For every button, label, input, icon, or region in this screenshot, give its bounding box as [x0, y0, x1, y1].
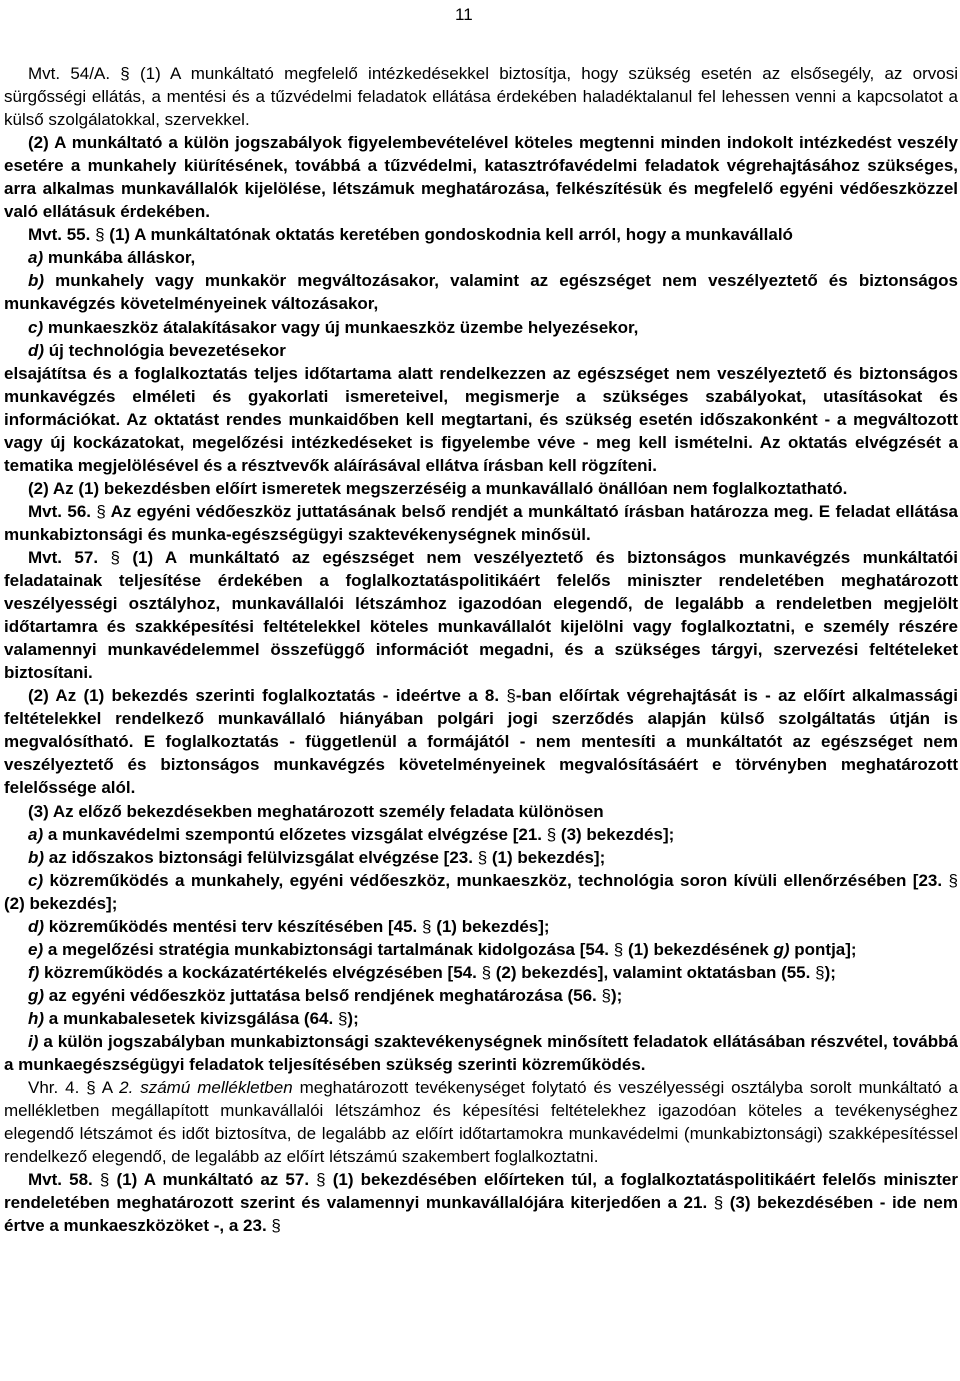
text-run: c) [28, 870, 44, 890]
paragraph [4, 131, 958, 223]
text-run: h) [28, 1008, 45, 1028]
paragraph [4, 62, 958, 131]
text-run: (1) bekezdés]; [431, 916, 550, 936]
text-run: ); [824, 962, 836, 982]
paragraph [4, 500, 958, 546]
section-sign: § [546, 824, 557, 844]
text-run: A [95, 1078, 120, 1098]
text-run: (2) Az (1) bekezdés szerinti foglalkoztatás - ideértve a 8. [28, 686, 507, 706]
paragraph [4, 339, 958, 362]
text-run: (1) A munkáltató az 57. [109, 1170, 317, 1190]
text-run: közreműködés a munkahely, egyéni védőeszköz, munkaeszköz, technológia soron kívüli ellenőrzésében [23. [43, 870, 949, 890]
section-sign: § [95, 225, 105, 245]
text-run: f) [28, 962, 40, 982]
text-run: a) [28, 824, 44, 844]
text-run: elsajátítsa és a foglalkoztatás teljes időtartama alatt rendelkezzen az egészséget nem veszélyeztető és biztonságos munkavégzés elméleti és gyakorlati ismereteivel, megismerje a szükséges szabályokat, utasításokat és információkat. Az oktatást rendes munkaidőben kell megtartani, és szükség esetén időszakonként - a megváltozott vagy új kockázatokat, megelőzési intézkedéseket is figyelembe véve - meg kell ismételni. Az oktatás elvégzését a tematika megjelölésével és a résztvevők aláírásával ellátva írásban kell rögzíteni. [4, 363, 958, 475]
section-sign: § [422, 916, 432, 936]
text-run: (1) bekezdés]; [487, 847, 606, 867]
paragraph [4, 269, 958, 315]
paragraph [4, 869, 958, 915]
text-run: (3) bekezdés]; [556, 824, 675, 844]
text-run: a) [28, 248, 44, 268]
section-sign: § [96, 501, 106, 521]
text-run: Mvt. 56. [28, 501, 97, 521]
section-sign: § [601, 985, 611, 1005]
paragraph [4, 546, 958, 684]
paragraph [4, 800, 958, 823]
section-sign: § [271, 1216, 281, 1236]
section-sign: § [337, 1008, 348, 1028]
paragraph [4, 1076, 958, 1168]
text-run: közreműködés mentési terv készítésében [45. [44, 916, 422, 936]
paragraph [4, 961, 958, 984]
text-run: b) [28, 271, 45, 291]
paragraph [4, 246, 958, 269]
section-sign: § [815, 962, 825, 982]
text-run: a megelőzési stratégia munkabiztonsági tartalmának kidolgozása [54. [43, 939, 614, 959]
paragraph [4, 1007, 958, 1030]
paragraph [4, 362, 958, 477]
text-run: munkahely vagy munkakör megváltozásakor, valamint az egészséget nem veszélyeztető és biztonságos munkavégzés követelményeinek változásakor, [4, 271, 958, 314]
paragraph [4, 938, 958, 961]
paragraph [4, 1168, 958, 1237]
text-run: új technológia bevezetésekor [44, 340, 286, 360]
paragraph [4, 477, 958, 500]
text-run: Mvt. 54/A. [28, 64, 121, 83]
text-run: (2) bekezdés], valamint oktatásban (55. [491, 962, 816, 982]
text-run: pontja]; [789, 939, 857, 959]
text-run: 2. számú mellékletben [119, 1078, 293, 1098]
text-run: közreműködés a kockázatértékelés elvégzésében [54. [39, 962, 482, 982]
paragraph [4, 223, 958, 246]
paragraph [4, 1030, 958, 1076]
text-run: d) [28, 340, 45, 360]
text-run: i) [28, 1031, 39, 1051]
section-sign: § [477, 847, 488, 867]
text-run: (1) bekezdésének [623, 939, 774, 959]
text-run: (1) A munkáltatónak oktatás keretében gondoskodnia kell arról, hogy a munkavállaló [104, 225, 793, 245]
text-run: Mvt. 55. [28, 225, 96, 245]
text-run: (2) A munkáltató a külön jogszabályok figyelembevételével köteles megtenni minden indokolt intézkedést veszély esetére a munkahely kiürítésének, továbbá a tűzvédelmi, katasztrófavédelmi feladatok végrehajtásához szükséges, arra alkalmas munkavállalók kijelölése, létszámuk meghatározása, felkészítésük és megfelelő egyéni védőeszközzel való ellátásuk érdekében. [4, 133, 958, 222]
text-run: az egyéni védőeszköz juttatása belső rendjének meghatározása (56. [44, 985, 602, 1005]
text-run: Mvt. 57. [28, 547, 111, 567]
text-run: (1) A munkáltató az egészséget nem veszélyeztető és biztonságos munkavégzés munkáltatói feladatainak teljesítése érdekében a foglalkoztatáspolitikáért felelős miniszter rendeletében meghatározott veszélyességi osztályhoz, munkavállalói létszámhoz igazodóan elegendő, de legalább a rendeletben megjelölt időtartamra és szakképesítési feltételekkel köteles munkavállalót kijelölni vagy foglalkoztatni, e személy részére valamennyi munkavédelemmel összefüggő információt megadni, és a szükséges tárgyi, szervezési feltételeket biztosítani. [4, 547, 958, 683]
text-run: ); [347, 1008, 359, 1028]
text-run: ); [610, 985, 623, 1005]
text-run: e) [28, 939, 44, 959]
text-run: (2) bekezdés]; [4, 893, 118, 913]
document-body [4, 62, 958, 1237]
text-run: g) [28, 985, 45, 1005]
text-run: (1) bekezdésében előírteken túl, a foglalkoztatáspolitikáért felelős miniszter rendeletében meghatározott szerint és valamennyi munkavállalójára kiterjedően a 21. [4, 1170, 958, 1213]
text-run: Vhr. 4. [28, 1078, 87, 1098]
text-run: -ban előírtak végrehajtását is - az előírt alkalmassági feltételekkel rendelkező munkavállaló hiányában polgári jogi szerződés alapján külső szolgáltatás útján is megvalósítható. E foglalkoztatás - függetlenül a formájától - nem mentesíti a munkáltatót az egészséget nem veszélyeztető és biztonságos munkavégzés követelményeinek megvalósításáért e törvényben meghatározott felelőssége alól. [4, 686, 958, 798]
text-run: b) [28, 847, 45, 867]
text-run: (3) Az előző bekezdésekben meghatározott személy feladata különösen [28, 801, 604, 821]
section-sign: § [316, 1170, 326, 1190]
text-run: munkaeszköz átalakításakor vagy új munkaeszköz üzembe helyezésekor, [43, 317, 639, 337]
text-run: az időszakos biztonsági felülvizsgálat elvégzése [23. [44, 847, 478, 867]
text-run: a munkavédelmi szempontú előzetes vizsgálat elvégzése [21. [43, 824, 547, 844]
section-sign: § [120, 64, 130, 83]
paragraph [4, 316, 958, 339]
text-run: Mvt. 58. [28, 1170, 100, 1190]
text-run: a munkabalesetek kivizsgálása (64. [44, 1008, 338, 1028]
section-sign: § [110, 547, 120, 567]
page-number: 11 [455, 5, 473, 24]
paragraph [4, 684, 958, 799]
text-run: Az egyéni védőeszköz juttatásának belső rendjét a munkáltató írásban határozza meg. E feladat ellátása munkabiztonsági és munka-egészségügyi szaktevékenységnek minősül. [4, 501, 958, 544]
text-run: (1) A munkáltató megfelelő intézkedésekkel biztosítja, hogy szükség esetén az elsősegély, az orvosi sürgősségi ellátás, a mentési és a tűzvédelmi feladatok ellátása érdekében haladéktalanul fel lehessen venni a kapcsolatot a külső szolgálatokkal, szervekkel. [4, 64, 959, 130]
section-sign: § [481, 962, 492, 982]
section-sign: § [613, 939, 624, 959]
section-sign: § [506, 686, 516, 706]
section-sign: § [99, 1170, 110, 1190]
text-run: g) [773, 939, 790, 959]
text-run: a külön jogszabályban munkabiztonsági szaktevékenységnek minősített feladatok ellátásában részvétel, továbbá a munkaegészségügyi feladatok teljesítésében szükség szerinti közreműködés. [4, 1031, 958, 1075]
text-run: (3) bekezdésében - ide nem értve a munkaeszközöket -, a 23. [4, 1193, 958, 1236]
paragraph [4, 984, 958, 1007]
section-sign: § [86, 1078, 96, 1098]
section-sign: § [713, 1193, 724, 1213]
paragraph [4, 846, 958, 869]
paragraph [4, 823, 958, 846]
text-run: c) [28, 317, 44, 337]
text-run: munkába álláskor, [43, 248, 196, 268]
paragraph [4, 915, 958, 938]
section-sign: § [948, 870, 958, 890]
text-run: (2) Az (1) bekezdésben előírt ismeretek megszerzéséig a munkavállaló önállóan nem foglalkoztatható. [28, 478, 848, 498]
text-run: d) [28, 916, 45, 936]
text-run: meghatározott tevékenységet folytató és veszélyességi osztályba sorolt munkáltató a mellékletben megállapított munkavállalói létszámhoz és képesítési feltételekhez igazodóan köteles a tevékenységhez elegendő létszámot és időt biztosítva, de legalább az előírt időtartamokra munkavédelmi (munkabiztonsági) szakképesítéssel rendelkező elegendő, de legalább az előírt létszámú szakembert foglalkoztatni. [4, 1078, 958, 1167]
